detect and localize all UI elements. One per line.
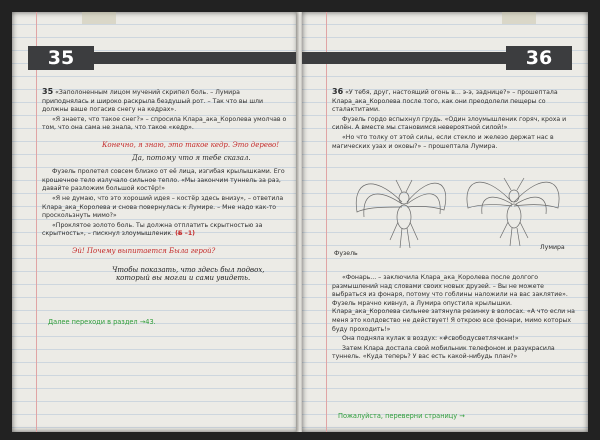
paragraph bbox=[42, 88, 288, 115]
paragraph: Фузель пролетел совсем близко от её лица, изгибая крылышками. Его крошечное тело излучало сильное тепло. «Мы закончим туннель за раз, давайте разложим большой костёр!» bbox=[42, 168, 285, 193]
turn-page-link[interactable]: Пожалуйста, переверни страницу → bbox=[338, 412, 465, 420]
paragraph: «Но что толку от этой силы, если стекло и железо держат нас в магических узах и оковы?» – прошептала Лумира. bbox=[332, 133, 554, 150]
tape bbox=[502, 12, 536, 24]
section-number: 35 bbox=[42, 87, 54, 96]
page-number: 36 bbox=[506, 46, 572, 70]
paragraph: Она подняла кулак в воздух: «#свободусветлячкам!» bbox=[342, 335, 519, 343]
paragraph bbox=[332, 88, 578, 115]
illustration-label: Фузель bbox=[334, 250, 358, 257]
paragraph bbox=[42, 222, 288, 239]
paragraph-text: «Заполоненным лицом мучений скрипел боль. – Лумира приподнялась и широко раскрыла бездушый рот. – Так что вы шли должны ваше погасив снегу на кедрах». bbox=[42, 89, 264, 114]
paragraph: «Фонарь... – заключила Клара_ака_Королева после долгого размышлений над словами своих новых друзей. – Вы не можете выбраться из фонаря, потому что гоблины наложили на вас заклятие». Фузель мрачно кивнул, а Лумира опустила крылышки. Клара_ака_Королева сильнее затянула резинку в волосах. «А что если на меня это колдовство не действует! Я открою все фонари, мимо которых буду проходить!» bbox=[332, 274, 575, 333]
paragraph-text: «Проклятое золото боль. Ты должна отплатить скрытностью за скрытность», – пискнул злоумышленик. bbox=[42, 221, 263, 238]
paragraph: Затем Клара достала свой мобильник телефоном и разукрасила туннель. «Куда теперь? У вас есть какой-нибудь план?» bbox=[332, 344, 555, 361]
illustration-label: Лумира bbox=[540, 244, 565, 251]
tape bbox=[82, 12, 116, 24]
handwritten-note: Эй! Почему выпитается Была герой? bbox=[72, 246, 216, 255]
right-page bbox=[302, 12, 588, 432]
score-mark: (Б̶ –1) bbox=[175, 230, 196, 238]
section-number: 36 bbox=[332, 87, 344, 96]
header-stripe bbox=[302, 52, 508, 64]
handwritten-note: Да, потому что я тебе сказал. bbox=[132, 153, 251, 162]
left-body bbox=[42, 88, 288, 283]
handwritten-note: который вы могли и сами увидеть. bbox=[116, 274, 251, 283]
fireflies-illustration bbox=[332, 162, 582, 257]
right-body-top bbox=[332, 88, 578, 152]
paragraph-text: «У тебя, друг, настоящий огонь в... э-э, заднице?» – прошептала Клара_ака_Королева после того, как они преодолели пещеры со сталактитами. bbox=[332, 89, 558, 114]
right-body-bottom bbox=[332, 274, 578, 363]
margin-line bbox=[326, 12, 327, 432]
margin-line bbox=[36, 12, 37, 432]
page-number: 35 bbox=[28, 46, 94, 70]
left-page bbox=[12, 12, 298, 432]
next-section-link[interactable]: Далее переходи в раздел →43. bbox=[48, 318, 156, 326]
paragraph: «Я знаете, что такое снег?» – спросила Клара_ака_Королева умолчав о том, что она сама не знала, что такое «кедр». bbox=[42, 115, 287, 132]
handwritten-note: Конечно, я знаю, это такое кедр. Это дерево! bbox=[102, 140, 280, 149]
paragraph: «Я не думаю, что это хороший идея – костёр здесь внизу», – ответила Клара_ака_Королева и снова повернулась к Лумире. – Мне надо как-то проскользнуть мимо?» bbox=[42, 194, 284, 220]
header-stripe bbox=[94, 52, 298, 64]
paragraph: Фузель гордо вспыхнул грудь. «Один злоумышленик горяч, кроха и силён. А вместе мы становимся невероятной силой!» bbox=[332, 115, 567, 132]
handwritten-note: Чтобы показать, что здесь был подвох, bbox=[112, 265, 265, 274]
